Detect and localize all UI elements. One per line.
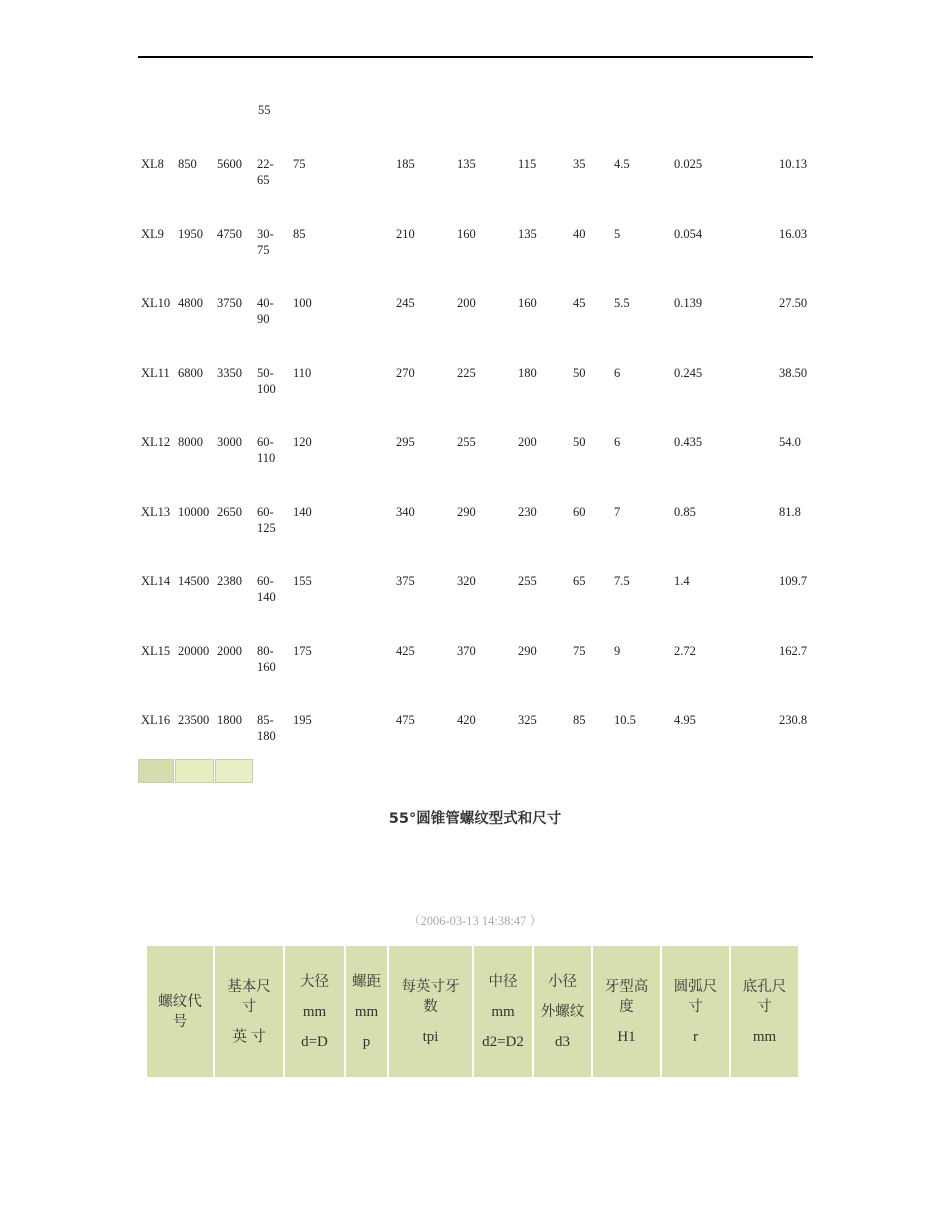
value-cell: 162.7 (779, 643, 808, 658)
value-cell: 185 (396, 157, 415, 171)
model-cell: XL14 (141, 574, 171, 588)
table-header-row (147, 946, 798, 1077)
header-symbol: p (362, 1033, 371, 1050)
value-cell: 340 (396, 504, 415, 519)
value-cell: 160 (518, 296, 537, 310)
header-major-diameter (285, 946, 344, 1077)
value-cell: 27.50 (779, 296, 808, 310)
value-cell: 7 (614, 504, 621, 519)
header-unit: mm (302, 1003, 327, 1020)
value-cell: 2.72 (674, 643, 696, 658)
value-cell: 2000 (217, 643, 242, 658)
value-cell: 2650 (217, 504, 242, 519)
value-cell: 6 (614, 365, 621, 380)
model-cell: XL10 (141, 296, 171, 310)
header-label: 大径 (300, 973, 329, 990)
value-cell: 60-110 (257, 435, 276, 465)
value-cell: 35 (573, 157, 586, 171)
header-label: 底孔尺寸 (742, 978, 787, 1015)
value-cell: 45 (573, 296, 586, 310)
empty-cell (175, 759, 214, 783)
value-cell: 425 (396, 643, 415, 658)
value-cell: 0.85 (674, 504, 696, 519)
value-cell: 325 (518, 713, 537, 727)
value-cell: 0.025 (674, 157, 703, 171)
value-cell: 850 (178, 157, 197, 171)
model-cell: XL8 (141, 157, 164, 171)
model-cell: XL12 (141, 435, 171, 449)
value-cell: 3750 (217, 296, 242, 310)
value-cell: 50-100 (257, 365, 276, 396)
header-unit: mm (354, 1003, 379, 1020)
header-threads-per-inch (389, 946, 472, 1077)
value-cell: 175 (293, 643, 312, 658)
value-cell: 85 (573, 713, 586, 727)
value-cell: 1950 (178, 226, 203, 241)
value-cell: 200 (457, 296, 476, 310)
table-row (141, 429, 813, 499)
value-cell: 85-180 (257, 713, 276, 743)
value-cell: 10000 (178, 504, 210, 519)
header-label: 基本尺寸 (227, 978, 271, 1015)
header-tap-hole-size (731, 946, 798, 1077)
table-row (141, 221, 813, 291)
header-pitch-diameter (474, 946, 532, 1077)
value-cell: 54.0 (779, 435, 801, 449)
model-cell: XL13 (141, 504, 171, 519)
header-symbol: H1 (617, 1028, 636, 1045)
value-cell: 0.139 (674, 296, 703, 310)
value-cell: 60-125 (257, 504, 276, 535)
value-cell: 210 (396, 226, 415, 241)
value-cell: 155 (293, 574, 312, 588)
value-cell: 3350 (217, 365, 242, 380)
header-label: 螺纹代号 (158, 993, 202, 1030)
value-cell: 0.245 (674, 365, 703, 380)
model-cell: XL15 (141, 643, 171, 658)
table-row (141, 638, 813, 708)
value-cell: 60-140 (257, 574, 276, 604)
model-cell: XL11 (141, 365, 170, 380)
header-symbol: d2=D2 (482, 1033, 524, 1050)
table-row (141, 290, 813, 360)
value-cell: 81.8 (779, 504, 801, 519)
value-cell: 8000 (178, 435, 203, 449)
value-cell: 160 (457, 226, 476, 241)
empty-cell (138, 759, 174, 783)
header-symbol: r (693, 1028, 698, 1045)
header-label: 牙型高度 (604, 978, 649, 1015)
table-row (141, 568, 813, 638)
value-cell: 135 (457, 157, 476, 171)
header-thread-height (593, 946, 660, 1077)
value-cell: 10.5 (614, 713, 636, 727)
value-cell: 230 (518, 504, 537, 519)
header-label: 中径 (488, 973, 518, 990)
coupling-spec-table (141, 151, 813, 777)
value-cell: 5.5 (614, 296, 630, 310)
model-cell: XL16 (141, 713, 171, 727)
value-cell: 60 (573, 504, 586, 519)
empty-cell (215, 759, 253, 783)
value-cell: 290 (518, 643, 537, 658)
value-cell: 2380 (217, 574, 242, 588)
header-unit: tpi (422, 1028, 439, 1045)
header-label: 每英寸牙数 (401, 978, 460, 1015)
value-cell: 140 (293, 504, 312, 519)
continued-cell-value: 55 (258, 103, 271, 117)
table-row (141, 151, 813, 221)
value-cell: 50 (573, 365, 586, 380)
article-title: 55°圆锥管螺纹型式和尺寸 (388, 811, 562, 827)
value-cell: 14500 (178, 574, 210, 588)
value-cell: 3000 (217, 435, 242, 449)
header-label: 圆弧尺寸 (673, 978, 718, 1015)
value-cell: 475 (396, 713, 415, 727)
value-cell: 0.435 (674, 435, 703, 449)
value-cell: 38.50 (779, 365, 808, 380)
value-cell: 7.5 (614, 574, 630, 588)
header-symbol: d=D (301, 1033, 328, 1050)
value-cell: 5600 (217, 157, 242, 171)
header-arc-radius (662, 946, 729, 1077)
value-cell: 1800 (217, 713, 242, 727)
value-cell: 30-75 (257, 226, 274, 257)
value-cell: 16.03 (779, 226, 808, 241)
value-cell: 9 (614, 643, 621, 658)
value-cell: 115 (518, 157, 537, 171)
value-cell: 4.95 (674, 713, 696, 727)
header-label: 小径 (548, 973, 577, 990)
value-cell: 110 (293, 365, 312, 380)
model-cell: XL9 (141, 226, 164, 241)
empty-row-cells (138, 759, 253, 783)
value-cell: 230.8 (779, 713, 808, 727)
header-symbol: d3 (555, 1033, 570, 1050)
value-cell: 80-160 (257, 643, 276, 674)
header-minor-diameter (534, 946, 591, 1077)
value-cell: 420 (457, 713, 476, 727)
page-top-rule (138, 56, 813, 58)
value-cell: 50 (573, 435, 586, 449)
header-pitch (346, 946, 387, 1077)
value-cell: 75 (573, 643, 586, 658)
value-cell: 100 (293, 296, 312, 310)
value-cell: 22-65 (257, 157, 274, 187)
value-cell: 245 (396, 296, 415, 310)
header-thread-code (147, 946, 213, 1077)
value-cell: 6 (614, 435, 621, 449)
value-cell: 200 (518, 435, 537, 449)
value-cell: 195 (293, 713, 312, 727)
value-cell: 295 (396, 435, 415, 449)
header-label: 螺距 (352, 973, 381, 990)
value-cell: 10.13 (779, 157, 808, 171)
value-cell: 255 (518, 574, 537, 588)
value-cell: 135 (518, 226, 537, 241)
table-row (141, 360, 813, 430)
value-cell: 20000 (178, 643, 210, 658)
value-cell: 40-90 (257, 296, 274, 326)
article-date: （2006-03-13 14:38:47 ） (407, 914, 543, 928)
value-cell: 4.5 (614, 157, 630, 171)
header-basic-size (215, 946, 283, 1077)
value-cell: 255 (457, 435, 476, 449)
value-cell: 375 (396, 574, 415, 588)
value-cell: 23500 (178, 713, 210, 727)
header-unit: mm (491, 1003, 515, 1020)
table-row (141, 499, 813, 569)
value-cell: 6800 (178, 365, 203, 380)
value-cell: 180 (518, 365, 537, 380)
value-cell: 4750 (217, 226, 242, 241)
value-cell: 270 (396, 365, 415, 380)
value-cell: 320 (457, 574, 476, 588)
value-cell: 290 (457, 504, 476, 519)
value-cell: 65 (573, 574, 586, 588)
value-cell: 0.054 (674, 226, 703, 241)
value-cell: 85 (293, 226, 306, 241)
value-cell: 225 (457, 365, 476, 380)
header-unit: 英 寸 (232, 1028, 266, 1045)
value-cell: 5 (614, 226, 621, 241)
header-unit: mm (752, 1028, 777, 1045)
header-sub-label: 外螺纹 (540, 1003, 585, 1020)
value-cell: 1.4 (674, 574, 690, 588)
thread-dimension-table (145, 944, 800, 1079)
value-cell: 109.7 (779, 574, 808, 588)
value-cell: 40 (573, 226, 586, 241)
value-cell: 370 (457, 643, 476, 658)
value-cell: 75 (293, 157, 306, 171)
value-cell: 120 (293, 435, 312, 449)
value-cell: 4800 (178, 296, 203, 310)
